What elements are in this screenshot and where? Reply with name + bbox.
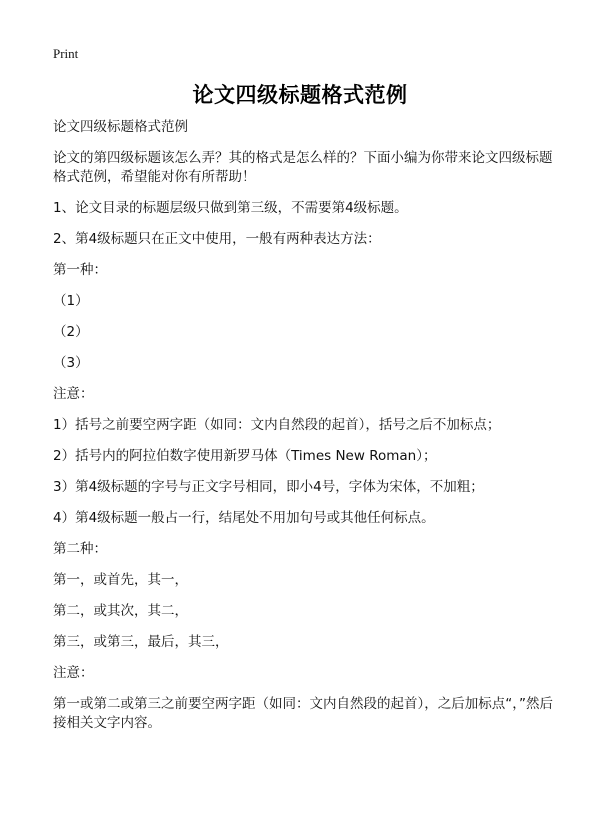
note-3: 3）第4级标题的字号与正文字号相同，即小4号，字体为宋体，不加粗； [53, 479, 484, 495]
note-label-1: 注意： [53, 386, 94, 402]
point-1: 1、论文目录的标题层级只做到第三级，不需要第4级标题。 [53, 200, 408, 216]
method-2-label: 第二种： [53, 541, 107, 557]
note-1: 1）括号之前要空两字距（如同：文内自然段的起首），括号之后不加标点； [53, 417, 501, 433]
point-2: 2、第4级标题只在正文中使用，一般有两种表达方法： [53, 231, 381, 247]
sequence-3: 第三，或第三，最后，其三， [53, 634, 229, 650]
note-label-2: 注意： [53, 665, 94, 681]
subtitle: 论文四级标题格式范例 [53, 119, 188, 135]
sequence-2: 第二，或其次，其二， [53, 603, 188, 619]
list-item-3: （3） [53, 355, 89, 371]
sequence-1: 第一，或首先，其一， [53, 572, 188, 588]
method-1-label: 第一种： [53, 262, 107, 278]
list-item-2: （2） [53, 324, 89, 340]
print-link[interactable]: Print [53, 46, 79, 61]
page-title: 论文四级标题格式范例 [192, 83, 408, 107]
intro-paragraph: 论文的第四级标题该怎么弄？其的格式是怎么样的？下面小编为你带来论文四级标题格式范例，希望能对你有所帮助！ [53, 150, 553, 185]
final-note: 第一或第二或第三之前要空两字距（如同：文内自然段的起首），之后加标点“，”然后接相关文字内容。 [53, 696, 553, 731]
note-2: 2）括号内的阿拉伯数字使用新罗马体（Times New Roman）； [53, 448, 437, 464]
note-4: 4）第4级标题一般占一行，结尾处不用加句号或其他任何标点。 [53, 510, 435, 526]
document-body [53, 118, 553, 733]
list-item-1: （1） [53, 293, 89, 309]
